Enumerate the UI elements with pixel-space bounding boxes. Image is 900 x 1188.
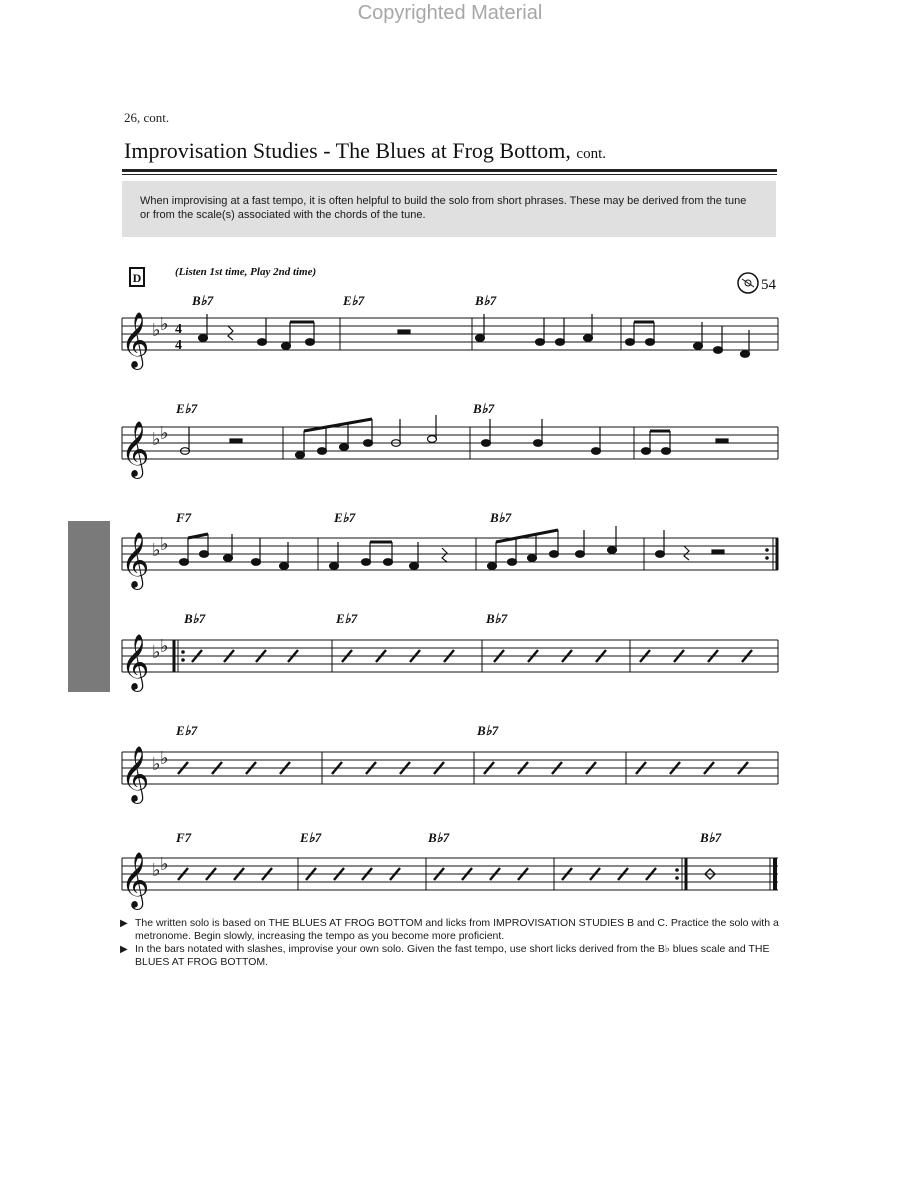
note-item [120,943,780,969]
svg-text:♭: ♭ [160,534,169,554]
treble-clef: 𝄞 [121,314,150,367]
key-signature: ♭ [152,860,161,880]
key-signature: ♭ [152,642,161,662]
key-signature: ♭ [152,429,161,449]
track-number: 54 [761,277,776,293]
note-text: In the bars notated with slashes, improvise your own solo. Given the fast tempo, use short licks derived from the B♭ blues scale and THE BLUES AT FROG BOTTOM. [135,943,770,968]
chord-symbol: F7 [176,510,192,525]
chord-symbol: B♭7 [428,830,450,845]
svg-text:♭: ♭ [160,423,169,443]
staff-system-2 [121,401,778,479]
time-sig-bottom: 4 [175,338,182,353]
section-marker [130,268,144,286]
treble-clef: 𝄞 [121,748,150,801]
chord-symbol: E♭7 [176,401,198,416]
chord-symbol: E♭7 [336,611,358,626]
chord-symbol: B♭7 [486,611,508,626]
chord-symbol: E♭7 [343,293,365,308]
watermark: Copyrighted Material [357,2,543,24]
chord-symbol: B♭7 [700,830,722,845]
intro-text: When improvising at a fast tempo, it is often helpful to build the solo from short phrases. These may be derived from the tune or from the scale(s) associated with the chords of the tune. [140,195,747,221]
chord-symbol: F7 [176,830,192,845]
svg-text:♭: ♭ [160,748,169,768]
chord-symbol: E♭7 [176,723,198,738]
chord-symbol: B♭7 [473,401,495,416]
treble-clef: 𝄞 [121,423,150,476]
cd-track-icon [738,273,758,293]
bullet-arrow-icon: ▶ [120,918,128,929]
time-sig-top: 4 [175,322,182,337]
chord-symbol: B♭7 [490,510,512,525]
chord-symbol: E♭7 [300,830,322,845]
treble-clef: 𝄞 [121,636,150,689]
treble-clef: 𝄞 [121,854,150,907]
bullet-arrow-icon: ▶ [120,944,128,955]
staff-system-5 [121,723,778,804]
note-item [120,917,780,943]
chord-symbol: B♭7 [192,293,214,308]
svg-text:♭: ♭ [160,636,169,656]
chord-symbol: B♭7 [477,723,499,738]
page-number: 26, cont. [124,110,170,125]
staff-system-3 [121,510,778,590]
chord-symbol: E♭7 [334,510,356,525]
key-signature: ♭ [152,540,161,560]
chord-symbol: B♭7 [475,293,497,308]
title-suffix: cont. [576,146,606,162]
title-main: Improvisation Studies - The Blues at Frog Bottom, [124,138,571,163]
key-signature: ♭ [152,320,161,340]
note-text: The written solo is based on THE BLUES AT FROG BOTTOM and licks from IMPROVISATION STUDIES B and C. Practice the solo with a metronome. Begin slowly, increasing the tempo as you become more proficient. [135,917,779,942]
svg-text:♭: ♭ [160,314,169,334]
section-letter: D [132,271,142,285]
chord-symbol: B♭7 [184,611,206,626]
practice-notes [120,917,780,969]
treble-clef: 𝄞 [121,534,150,587]
staff-system-4 [121,611,778,692]
performance-direction: (Listen 1st time, Play 2nd time) [175,266,317,278]
key-signature: ♭ [152,754,161,774]
svg-text:♭: ♭ [160,854,169,874]
staff-system-6 [121,830,778,910]
staff-system-1 [121,293,778,370]
